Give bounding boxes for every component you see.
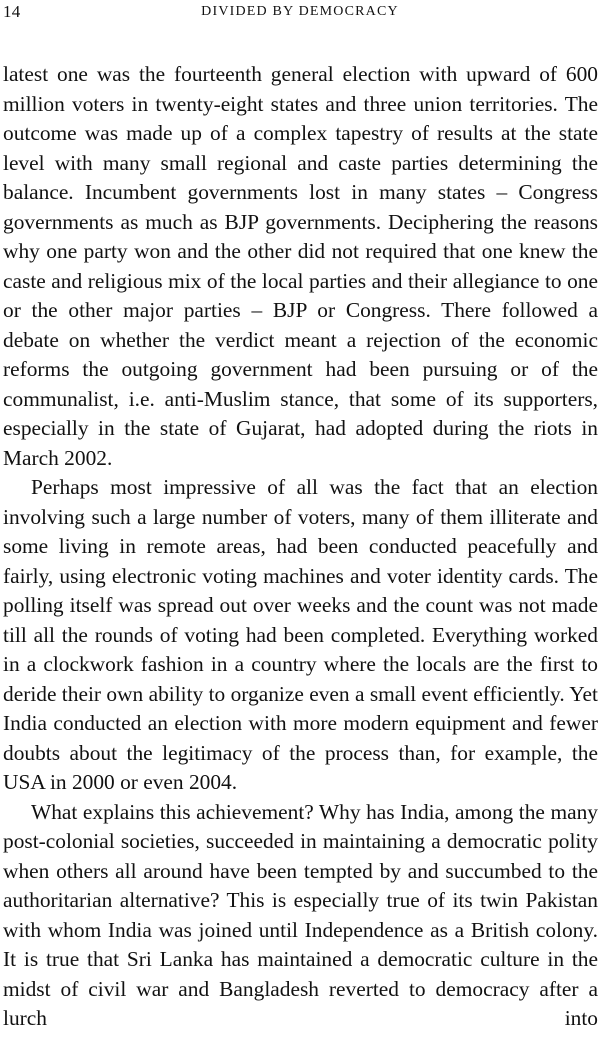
page-header (0, 0, 600, 30)
paragraph-continued: latest one was the fourteenth general election with upward of 600 million voters in twenty-eight states and three union territories. The outcome was made up of a complex tapestry of results at the state level with many small regional and caste parties determining the balance. Incumbent governments lost in many states – Congress governments as much as BJP governments. Deciphering the reasons why one party won and the other did not required that one knew the caste and religious mix of the local parties and their allegiance to one or the other major parties – BJP or Congress. There followed a debate on whether the verdict meant a rejection of the economic reforms the outgoing government had been pursuing or of the communalist, i.e. anti-Muslim stance, that some of its supporters, especially in the state of Gujarat, had adopted during the riots in March 2002. (3, 62, 598, 470)
paragraph-democratic-achievement: What explains this achievement? Why has India, among the many post-colonial societies, succeeded in maintaining a democratic polity when others all around have been tempted by and succumbed to the authoritarian alternative? This is especially true of its twin Pakistan with whom India was joined until Independence as a British colony. It is true that Sri Lanka has maintained a democratic culture in the midst of civil war and Bangladesh reverted to democracy after a lurch into (3, 799, 598, 1030)
body-text (3, 60, 598, 1034)
page-number: 14 (3, 2, 21, 21)
running-title: DIVIDED BY DEMOCRACY (201, 4, 399, 19)
paragraph-election-conduct: Perhaps most impressive of all was the fact that an election involving such a large number of voters, many of them illiterate and some living in remote areas, had been conducted peacefully and fairly, using electronic voting machines and voter identity cards. The polling itself was spread out over weeks and the count was not made till all the rounds of voting had been completed. Everything worked in a clockwork fashion in a country where the locals are the first to deride their own ability to organize even a small event efficiently. Yet India conducted an election with more modern equipment and fewer doubts about the legitimacy of the process than, for example, the USA in 2000 or even 2004. (3, 475, 598, 794)
